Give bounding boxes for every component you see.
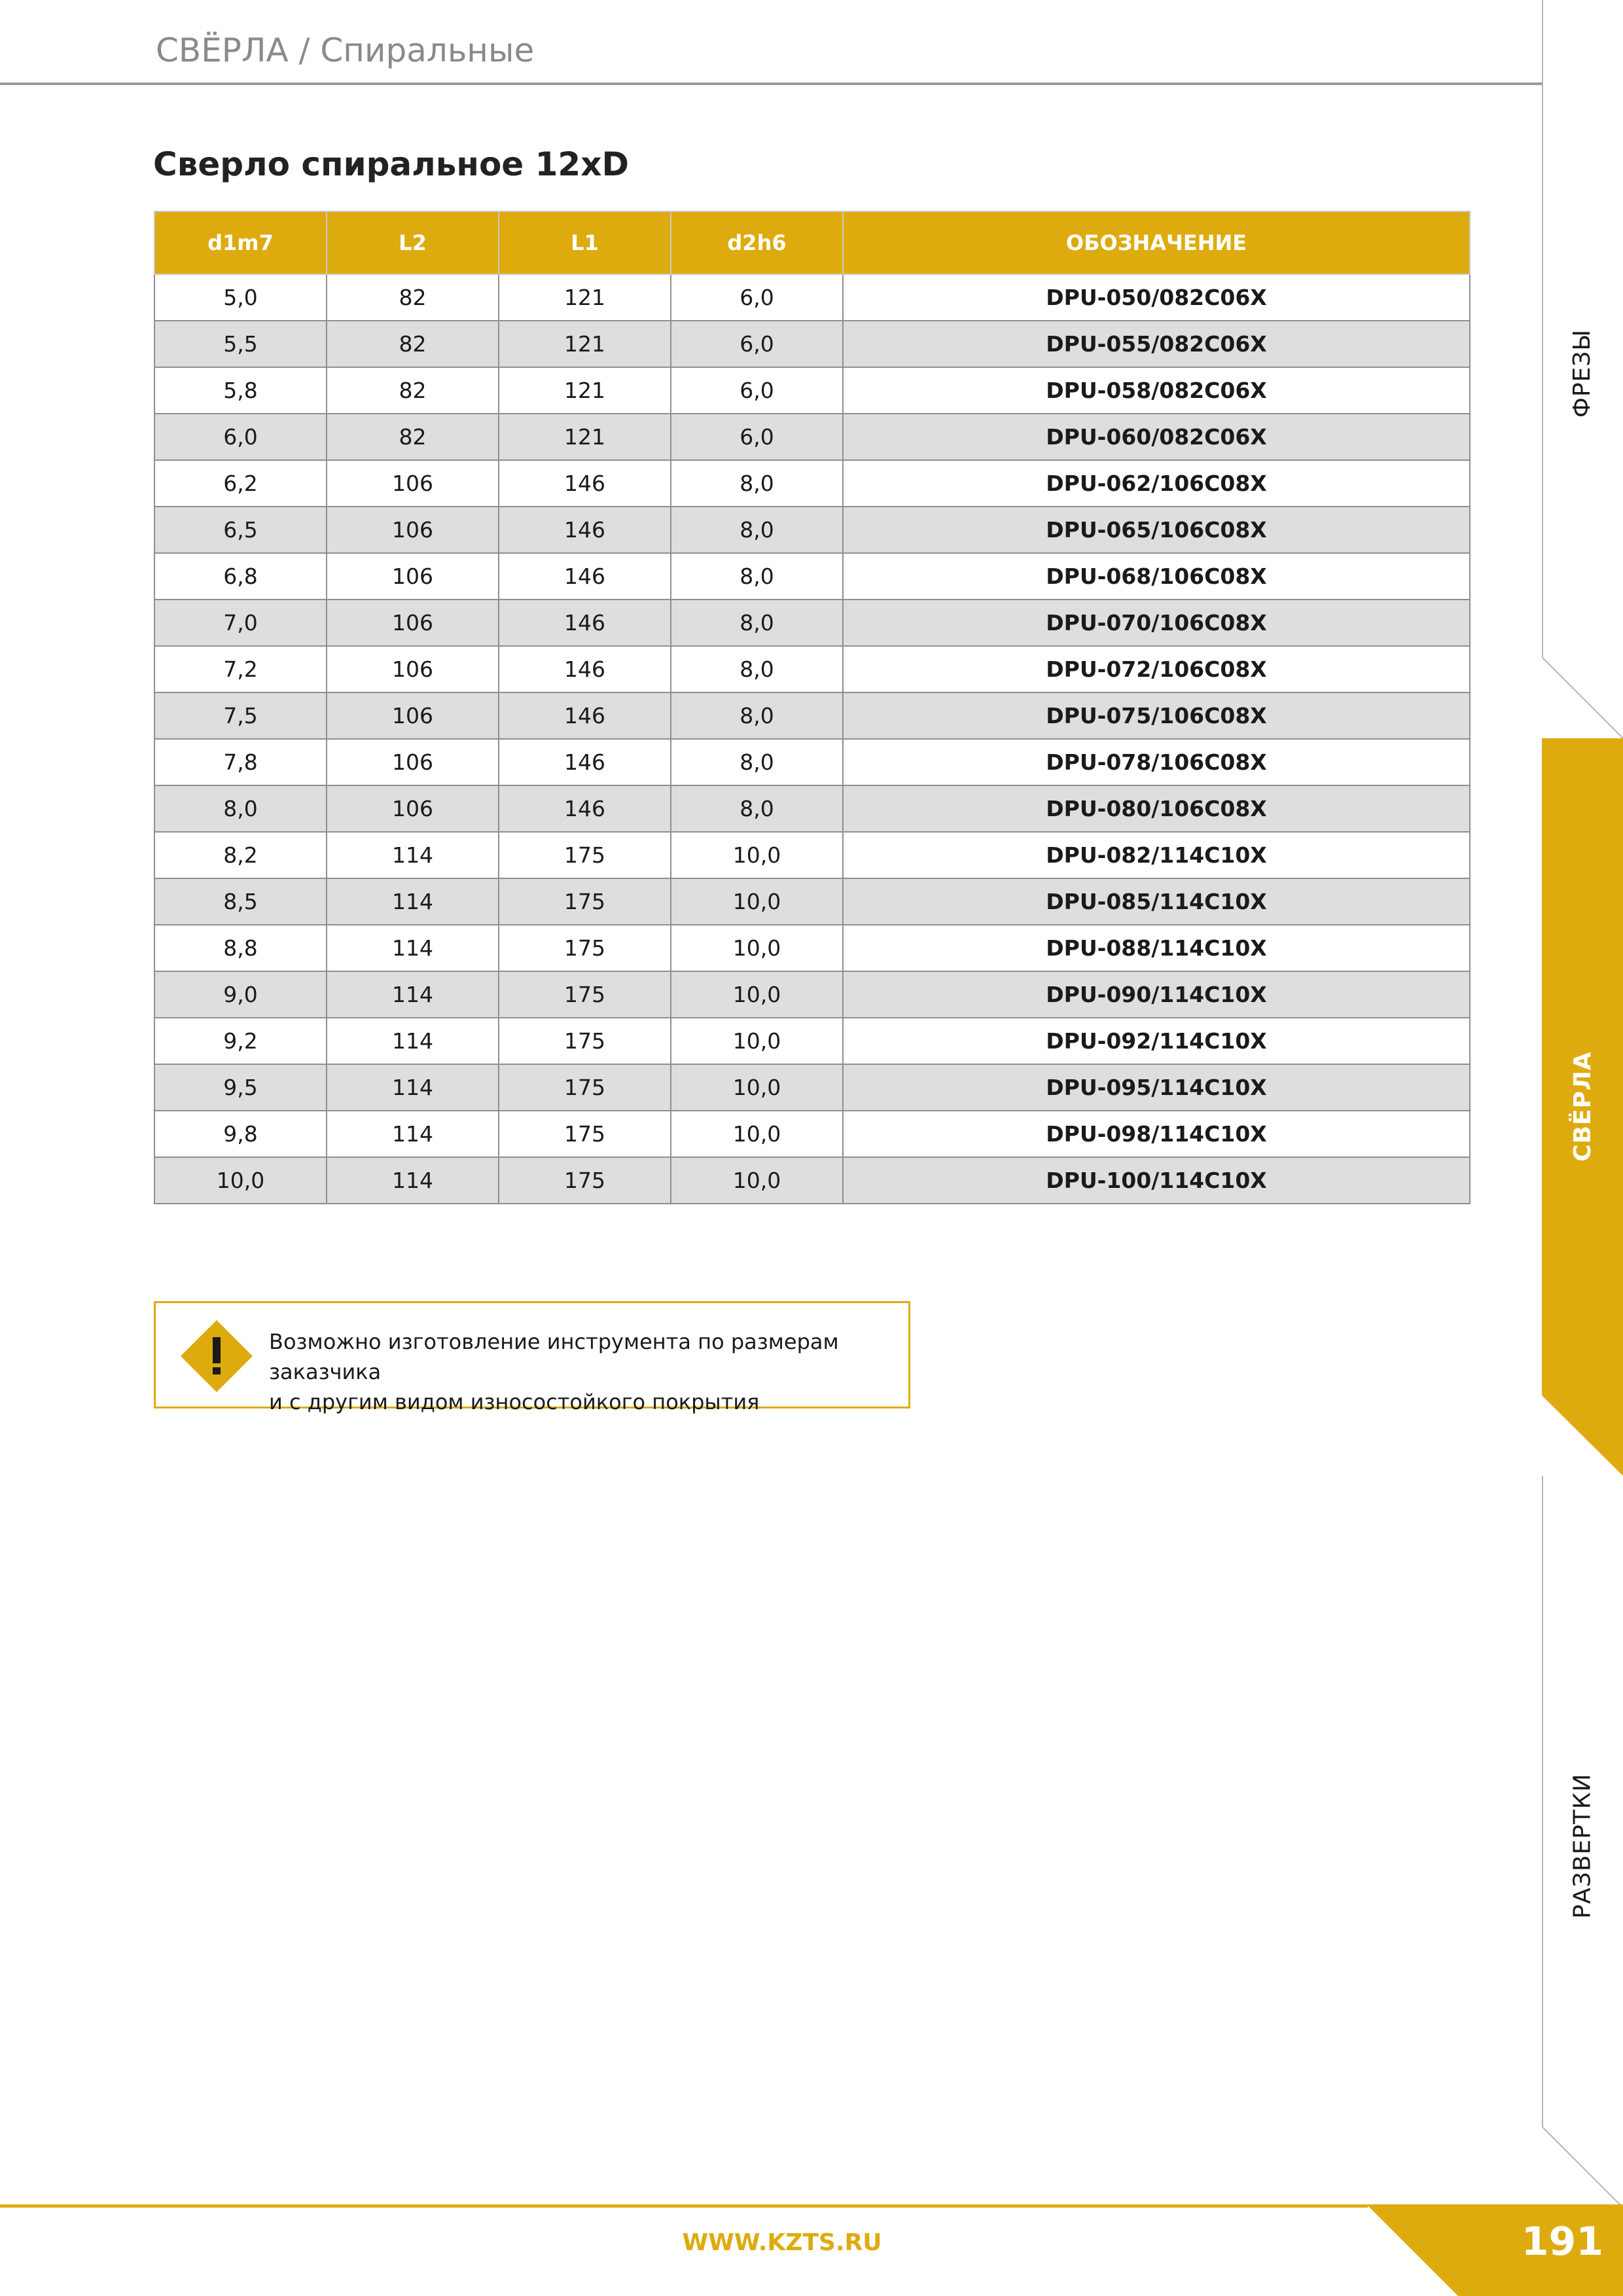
cell-d1m7: 10,0 [154, 1157, 327, 1204]
cell-l1: 175 [499, 1157, 671, 1204]
cell-d1m7: 8,8 [154, 925, 327, 971]
cell-designation: DPU-068/106C08X [843, 553, 1470, 600]
column-header-designation: ОБОЗНАЧЕНИЕ [843, 211, 1470, 274]
cell-d1m7: 8,0 [154, 785, 327, 832]
table-header-row [154, 211, 1470, 274]
cell-designation: DPU-090/114C10X [843, 971, 1470, 1018]
cell-designation: DPU-075/106C08X [843, 692, 1470, 739]
footer-url-link[interactable]: WWW.KZTS.RU [682, 2229, 882, 2256]
table-row [154, 1018, 1470, 1064]
tab-razvertki[interactable] [1542, 1741, 1623, 1950]
cell-l2: 106 [327, 507, 499, 553]
cell-d1m7: 7,5 [154, 692, 327, 739]
cell-designation: DPU-085/114C10X [843, 878, 1470, 925]
cell-l2: 106 [327, 600, 499, 646]
cell-designation: DPU-092/114C10X [843, 1018, 1470, 1064]
cell-d1m7: 9,0 [154, 971, 327, 1018]
table-row [154, 692, 1470, 739]
cell-d2h6: 10,0 [671, 1111, 843, 1157]
cell-l2: 106 [327, 785, 499, 832]
cell-l1: 175 [499, 971, 671, 1018]
table-row [154, 646, 1470, 692]
breadcrumb: СВЁРЛА / Спиральные [156, 31, 535, 69]
cell-l2: 82 [327, 274, 499, 321]
column-header-d1m7: d1m7 [154, 211, 327, 274]
cell-d2h6: 8,0 [671, 507, 843, 553]
cell-d2h6: 10,0 [671, 1157, 843, 1204]
cell-d1m7: 7,8 [154, 739, 327, 785]
column-header-l1: L1 [499, 211, 671, 274]
cell-d2h6: 8,0 [671, 692, 843, 739]
cell-designation: DPU-060/082C06X [843, 414, 1470, 460]
tab-sverla-label: СВЁРЛА [1569, 1050, 1596, 1162]
table-row [154, 832, 1470, 878]
cell-d1m7: 9,8 [154, 1111, 327, 1157]
cell-d1m7: 5,0 [154, 274, 327, 321]
cell-d1m7: 5,5 [154, 321, 327, 367]
cell-d1m7: 6,2 [154, 460, 327, 507]
tab-razvertki-label: РАЗВЕРТКИ [1569, 1772, 1596, 1919]
table-row [154, 553, 1470, 600]
cell-designation: DPU-082/114C10X [843, 832, 1470, 878]
cell-designation: DPU-050/082C06X [843, 274, 1470, 321]
table-row [154, 367, 1470, 414]
cell-l2: 106 [327, 646, 499, 692]
cell-l1: 146 [499, 692, 671, 739]
notice-box [154, 1301, 910, 1414]
table-row [154, 785, 1470, 832]
cell-l2: 82 [327, 321, 499, 367]
table-row [154, 1064, 1470, 1111]
table-row [154, 600, 1470, 646]
column-header-d2h6: d2h6 [671, 211, 843, 274]
cell-d2h6: 10,0 [671, 971, 843, 1018]
cell-d2h6: 10,0 [671, 925, 843, 971]
cell-d1m7: 9,2 [154, 1018, 327, 1064]
cell-l1: 175 [499, 1064, 671, 1111]
notice-line-2: и с другим видом износостойкого покрытия [269, 1390, 760, 1414]
cell-d1m7: 8,5 [154, 878, 327, 925]
cell-l1: 146 [499, 739, 671, 785]
cell-d2h6: 6,0 [671, 414, 843, 460]
cell-designation: DPU-078/106C08X [843, 739, 1470, 785]
tab-frezy[interactable] [1542, 295, 1623, 452]
cell-l1: 175 [499, 1111, 671, 1157]
cell-l1: 146 [499, 646, 671, 692]
cell-designation: DPU-058/082C06X [843, 367, 1470, 414]
cell-l2: 82 [327, 414, 499, 460]
cell-l2: 106 [327, 460, 499, 507]
cell-d2h6: 6,0 [671, 367, 843, 414]
cell-l2: 114 [327, 878, 499, 925]
column-header-l2: L2 [327, 211, 499, 274]
page-number: 191 [1521, 2219, 1603, 2265]
cell-designation: DPU-080/106C08X [843, 785, 1470, 832]
table-row [154, 878, 1470, 925]
cell-designation: DPU-065/106C08X [843, 507, 1470, 553]
header-divider [0, 82, 1542, 85]
table-row [154, 414, 1470, 460]
notice-text [269, 1327, 904, 1417]
cell-l2: 114 [327, 1157, 499, 1204]
cell-l1: 121 [499, 367, 671, 414]
cell-l1: 146 [499, 553, 671, 600]
cell-d2h6: 8,0 [671, 785, 843, 832]
footer-divider [0, 2204, 1368, 2208]
section-sidebar [1542, 0, 1623, 2296]
cell-l1: 175 [499, 878, 671, 925]
cell-d1m7: 6,8 [154, 553, 327, 600]
table-row [154, 507, 1470, 553]
cell-l2: 114 [327, 1018, 499, 1064]
spec-table [154, 211, 1471, 1204]
cell-l1: 121 [499, 274, 671, 321]
cell-d2h6: 8,0 [671, 460, 843, 507]
cell-d1m7: 6,5 [154, 507, 327, 553]
page-title: Сверло спиральное 12xD [153, 145, 629, 183]
cell-d1m7: 5,8 [154, 367, 327, 414]
cell-l1: 146 [499, 600, 671, 646]
cell-designation: DPU-088/114C10X [843, 925, 1470, 971]
cell-l2: 114 [327, 925, 499, 971]
cell-designation: DPU-098/114C10X [843, 1111, 1470, 1157]
cell-l1: 175 [499, 832, 671, 878]
cell-d1m7: 9,5 [154, 1064, 327, 1111]
cell-l1: 146 [499, 460, 671, 507]
cell-d1m7: 7,2 [154, 646, 327, 692]
notice-line-1: Возможно изготовление инструмента по размерам заказчика [269, 1329, 839, 1384]
table-row [154, 739, 1470, 785]
cell-d2h6: 10,0 [671, 1064, 843, 1111]
table-row [154, 321, 1470, 367]
cell-l1: 146 [499, 785, 671, 832]
cell-designation: DPU-072/106C08X [843, 646, 1470, 692]
tab-sverla[interactable] [1542, 1028, 1623, 1185]
tab-frezy-label: ФРЕЗЫ [1569, 329, 1596, 418]
cell-l2: 82 [327, 367, 499, 414]
cell-d1m7: 7,0 [154, 600, 327, 646]
cell-d1m7: 8,2 [154, 832, 327, 878]
cell-l1: 121 [499, 414, 671, 460]
cell-designation: DPU-070/106C08X [843, 600, 1470, 646]
table-row [154, 1111, 1470, 1157]
cell-l1: 175 [499, 925, 671, 971]
cell-l2: 114 [327, 1064, 499, 1111]
warning-icon [181, 1320, 253, 1392]
cell-d2h6: 8,0 [671, 600, 843, 646]
cell-d2h6: 10,0 [671, 878, 843, 925]
cell-d2h6: 10,0 [671, 1018, 843, 1064]
cell-designation: DPU-095/114C10X [843, 1064, 1470, 1111]
table-row [154, 274, 1470, 321]
cell-d2h6: 8,0 [671, 553, 843, 600]
table-body [154, 274, 1470, 1204]
cell-l2: 114 [327, 971, 499, 1018]
cell-d2h6: 6,0 [671, 321, 843, 367]
table-row [154, 460, 1470, 507]
cell-d2h6: 10,0 [671, 832, 843, 878]
cell-designation: DPU-062/106C08X [843, 460, 1470, 507]
cell-d2h6: 8,0 [671, 646, 843, 692]
table-row [154, 1157, 1470, 1204]
cell-l2: 106 [327, 739, 499, 785]
cell-designation: DPU-100/114C10X [843, 1157, 1470, 1204]
cell-l2: 114 [327, 1111, 499, 1157]
cell-d1m7: 6,0 [154, 414, 327, 460]
cell-l2: 106 [327, 553, 499, 600]
table-row [154, 925, 1470, 971]
cell-designation: DPU-055/082C06X [843, 321, 1470, 367]
cell-d2h6: 8,0 [671, 739, 843, 785]
cell-l2: 106 [327, 692, 499, 739]
cell-l1: 121 [499, 321, 671, 367]
cell-l2: 114 [327, 832, 499, 878]
cell-l1: 146 [499, 507, 671, 553]
cell-d2h6: 6,0 [671, 274, 843, 321]
cell-l1: 175 [499, 1018, 671, 1064]
table-row [154, 971, 1470, 1018]
